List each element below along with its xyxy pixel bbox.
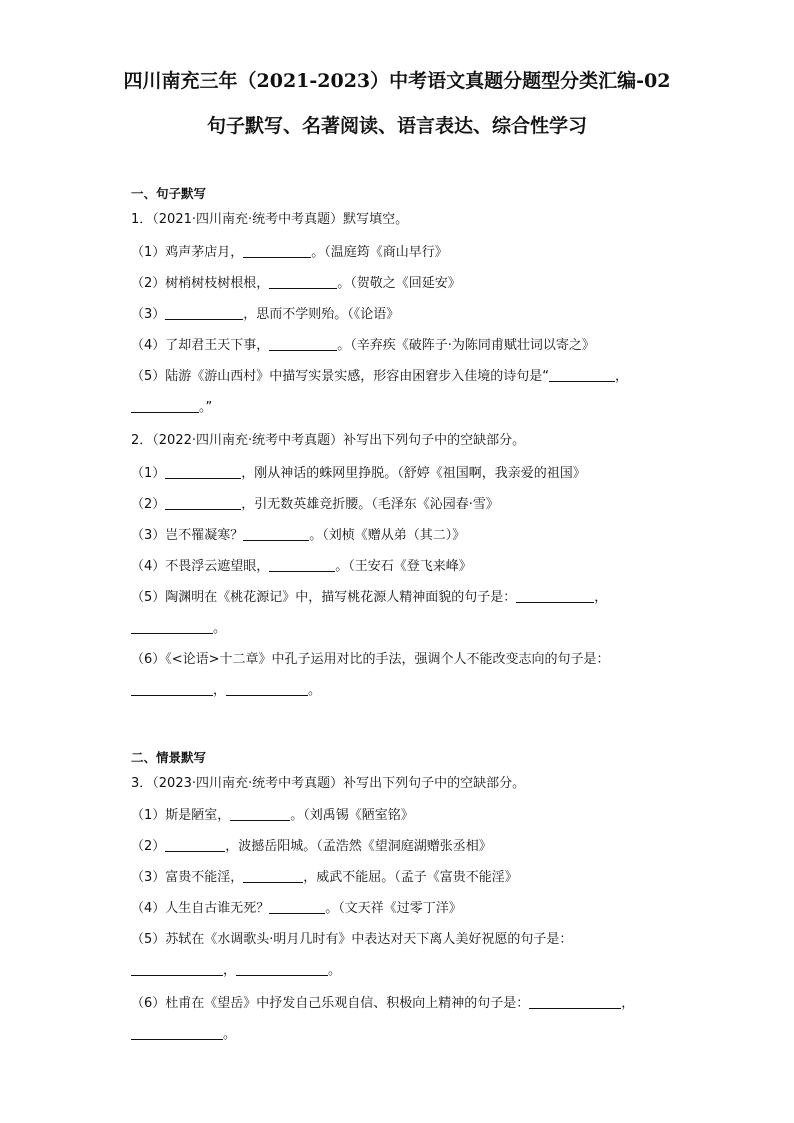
question-item: （4）不畏浮云遮望眼， 。（王安石《登飞来峰》 <box>131 559 472 574</box>
question-item: （6）《<论语>十二章》中孔子运用对比的手法，强调个人不能改变志向的句子是： <box>131 652 610 667</box>
document-title-line-1: 四川南充三年（2021-2023）中考语文真题分题型分类汇编-02 <box>123 70 671 92</box>
answer-blank[interactable] <box>243 528 309 541</box>
document-title-line-2: 句子默写、名著阅读、语言表达、综合性学习 <box>206 115 587 137</box>
answer-blank[interactable] <box>165 307 243 320</box>
question-item: （2） ，波撼岳阳城。（孟浩然《望洞庭湖赠张丞相》 <box>131 839 492 854</box>
answer-blank[interactable] <box>165 466 241 479</box>
question-item: （6）杜甫在《望岳》中抒发自己乐观自信、积极向上精神的句子是： ， <box>131 996 635 1011</box>
question-item: （3） ，思而不学则殆。（《论语》 <box>131 307 400 322</box>
question-item: （5）陆游《游山西村》中描写实景实感，形容由困窘步入佳境的诗句是“ ， <box>131 369 629 384</box>
question-item: （1）斯是陋室， 。（刘禹锡《陋室铭》 <box>131 808 414 823</box>
question-item: （3）富贵不能淫， ，威武不能屈。（孟子《富贵不能淫》 <box>131 870 518 885</box>
answer-blank[interactable] <box>131 621 213 634</box>
answer-blank[interactable] <box>131 963 223 976</box>
question-item: （5）陶渊明在《桃花源记》中，描写桃花源人精神面貌的句子是： ， <box>131 590 608 605</box>
answer-blank[interactable] <box>165 497 241 510</box>
question-item-continued: ， 。 <box>131 683 321 699</box>
question-item: （1）鸡声茅店月， 。（温庭筠《商山早行》 <box>131 245 448 260</box>
question-item: （3）岂不罹凝寒？ 。（刘桢《赠从弟（其二）》 <box>131 528 466 543</box>
question-item-continued: 。” <box>131 400 212 416</box>
question-item: （5）苏轼在《水调歌头·明月几时有》中表达对天下离人美好祝愿的句子是： <box>131 932 573 947</box>
section-heading-sentence-dictation: 一、句子默写 <box>131 186 207 201</box>
answer-blank[interactable] <box>236 963 328 976</box>
answer-blank[interactable] <box>549 369 615 382</box>
answer-blank[interactable] <box>243 245 311 258</box>
question-item-continued: ， 。 <box>131 963 341 979</box>
answer-blank[interactable] <box>269 276 337 289</box>
answer-blank[interactable] <box>516 590 594 603</box>
answer-blank[interactable] <box>226 683 308 696</box>
question-item: （4）人生自古谁无死？ 。（文天祥《过零丁洋》 <box>131 901 462 916</box>
answer-blank[interactable] <box>230 808 290 821</box>
answer-blank[interactable] <box>165 839 225 852</box>
answer-blank[interactable] <box>269 338 337 351</box>
answer-blank[interactable] <box>243 870 303 883</box>
answer-blank[interactable] <box>269 901 325 914</box>
section-heading-scene-dictation: 二、情景默写 <box>131 750 207 765</box>
question-stem-3: 3．（2023·四川南充·统考中考真题）补写出下列句子中的空缺部分。 <box>131 776 526 791</box>
question-item: （4）了却君王天下事， 。（辛弃疾《破阵子·为陈同甫赋壮词以寄之》 <box>131 338 595 353</box>
question-item-continued: 。 <box>131 621 226 637</box>
question-item: （2）树梢树枝树根根， 。（贺敬之《回延安》 <box>131 276 461 291</box>
answer-blank[interactable] <box>131 1027 223 1040</box>
answer-blank[interactable] <box>131 400 199 413</box>
question-stem-2: 2．（2022·四川南充·统考中考真题）补写出下列句子中的空缺部分。 <box>131 433 526 448</box>
question-item: （2） ，引无数英雄竞折腰。（毛泽东《沁园春·雪》 <box>131 497 499 512</box>
question-stem-1: 1．（2021·四川南充·统考中考真题）默写填空。 <box>131 212 409 227</box>
answer-blank[interactable] <box>529 996 621 1009</box>
question-item-continued: 。 <box>131 1027 236 1043</box>
answer-blank[interactable] <box>269 559 335 572</box>
answer-blank[interactable] <box>131 683 213 696</box>
question-item: （1） ，刚从神话的蛛网里挣脱。（舒婷《祖国啊，我亲爱的祖国》 <box>131 466 586 481</box>
